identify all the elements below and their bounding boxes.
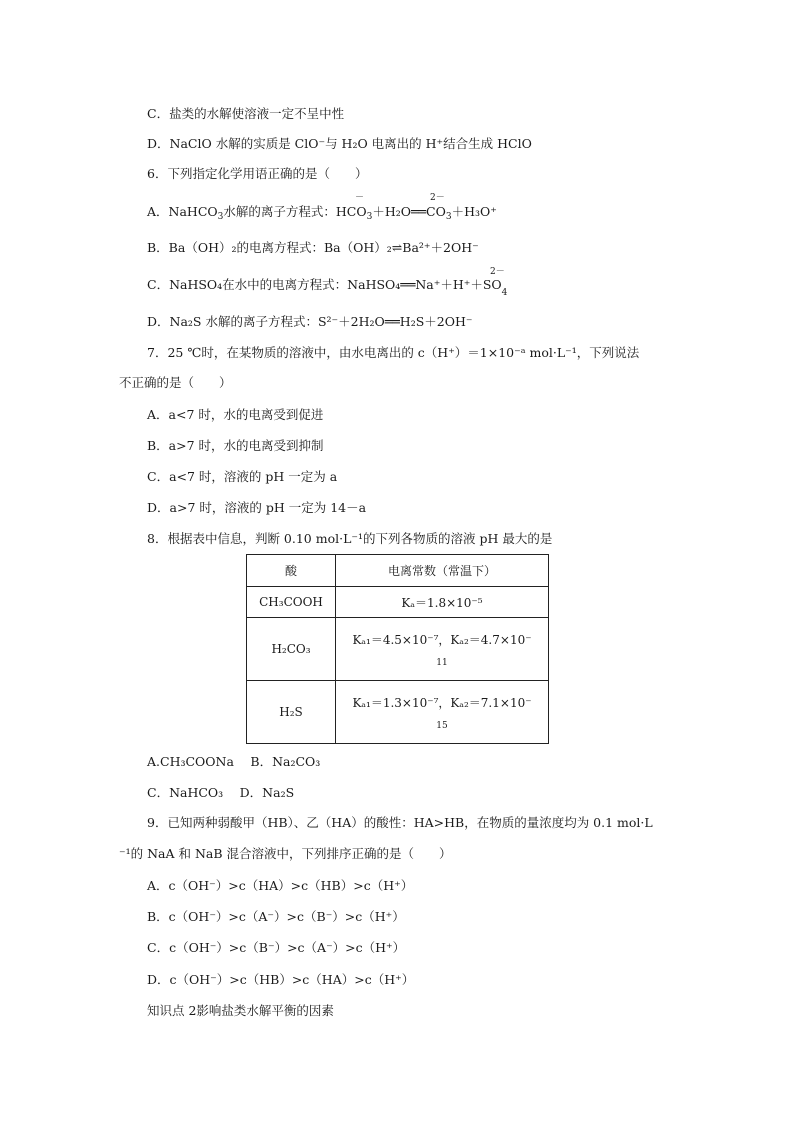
table-cell-acid: CH₃COOH: [247, 587, 336, 618]
table-row: [247, 681, 549, 744]
q6-a-mid2: ＋H₂O══CO: [372, 204, 446, 219]
constant-exponent: 11: [436, 657, 448, 668]
table-cell-constant: Kₐ＝1.8×10⁻⁵: [336, 587, 549, 618]
acid-constant-table: [246, 554, 549, 744]
table-cell-acid: H₂CO₃: [247, 618, 336, 681]
table-header-constant: 电离常数（常温下）: [336, 555, 549, 587]
q9-option-c: C．c（OH⁻）>c（B⁻）>c（A⁻）>c（H⁺）: [147, 940, 406, 955]
q6-option-a: [147, 204, 497, 225]
q9-option-b: B．c（OH⁻）>c（A⁻）>c（B⁻）>c（H⁺）: [147, 909, 405, 924]
q6-c-sub4: 4: [501, 288, 508, 298]
q8-options-cd: C．NaHCO₃ D．Na₂S: [147, 785, 295, 800]
q8-options-ab: A.CH₃COONa B．Na₂CO₃: [147, 754, 321, 769]
table-header-acid: 酸: [247, 555, 336, 587]
q6-a-prefix: A．NaHCO: [147, 204, 218, 219]
q6-option-d: D．Na₂S 水解的离子方程式：S²⁻＋2H₂O══H₂S＋2OH⁻: [147, 314, 473, 329]
constant-main: Kₐ₁＝4.5×10⁻⁷，Kₐ₂＝4.7×10⁻: [352, 632, 532, 647]
q7-stem-line2: 不正确的是（ ）: [119, 375, 232, 390]
q6-a-end: ＋H₃O⁺: [451, 204, 497, 219]
q7-option-d: D．a>7 时，溶液的 pH 一定为 14－a: [147, 500, 367, 515]
q6-c-prefix: C．NaHSO₄在水中的电离方程式：NaHSO₄══Na⁺＋H⁺＋SO: [147, 277, 502, 292]
q7-stem-line1: 7．25 ℃时，在某物质的溶液中，由水电离出的 c（H⁺）＝1×10⁻ᵃ mol·L⁻¹，下列说法: [147, 345, 640, 360]
table-cell-acid: H₂S: [247, 681, 336, 744]
q6-a-minus-mark: －: [355, 193, 365, 203]
table-header-row: [247, 555, 549, 587]
q6-a-sub3b: 3: [366, 212, 373, 222]
q9-stem-line1: 9．已知两种弱酸甲（HB）、乙（HA）的酸性：HA>HB，在物质的量浓度均为 0.1 mol·L: [147, 815, 653, 830]
q6-a-sub3: 3: [217, 212, 224, 222]
q6-a-2minus-mark: 2－: [430, 193, 445, 203]
q7-option-c: C．a<7 时，溶液的 pH 一定为 a: [147, 469, 338, 484]
constant-exponent: 15: [436, 720, 448, 731]
section-heading: 知识点 2影响盐类水解平衡的因素: [147, 1003, 334, 1018]
q5-option-c: C．盐类的水解使溶液一定不呈中性: [147, 106, 345, 121]
q6-a-mid: 水解的离子方程式：HCO: [223, 204, 367, 219]
q6-stem: 6．下列指定化学用语正确的是（ ）: [147, 166, 368, 181]
table-row: [247, 587, 549, 618]
q7-option-b: B．a>7 时，水的电离受到抑制: [147, 438, 324, 453]
q9-option-d: D．c（OH⁻）>c（HB）>c（HA）>c（H⁺）: [147, 972, 415, 987]
q8-stem: 8．根据表中信息，判断 0.10 mol·L⁻¹的下列各物质的溶液 pH 最大的是: [147, 531, 553, 546]
q6-a-sub3c: 3: [445, 212, 452, 222]
q6-c-2minus-mark: 2－: [490, 267, 505, 277]
q5-option-d: D．NaClO 水解的实质是 ClO⁻与 H₂O 电离出的 H⁺结合生成 HClO: [147, 136, 532, 151]
constant-main: Kₐ₁＝1.3×10⁻⁷，Kₐ₂＝7.1×10⁻: [352, 695, 532, 710]
q6-option-b: B．Ba（OH）₂的电离方程式：Ba（OH）₂⇌Ba²⁺＋2OH⁻: [147, 240, 479, 255]
q6-option-c: [147, 277, 507, 301]
table-cell-constant: [336, 618, 549, 681]
q9-stem-line2: ⁻¹的 NaA 和 NaB 混合溶液中，下列排序正确的是（ ）: [119, 846, 452, 861]
q7-option-a: A．a<7 时，水的电离受到促进: [147, 407, 324, 422]
table-cell-constant: [336, 681, 549, 744]
q9-option-a: A．c（OH⁻）>c（HA）>c（HB）>c（H⁺）: [147, 878, 414, 893]
table-row: [247, 618, 549, 681]
